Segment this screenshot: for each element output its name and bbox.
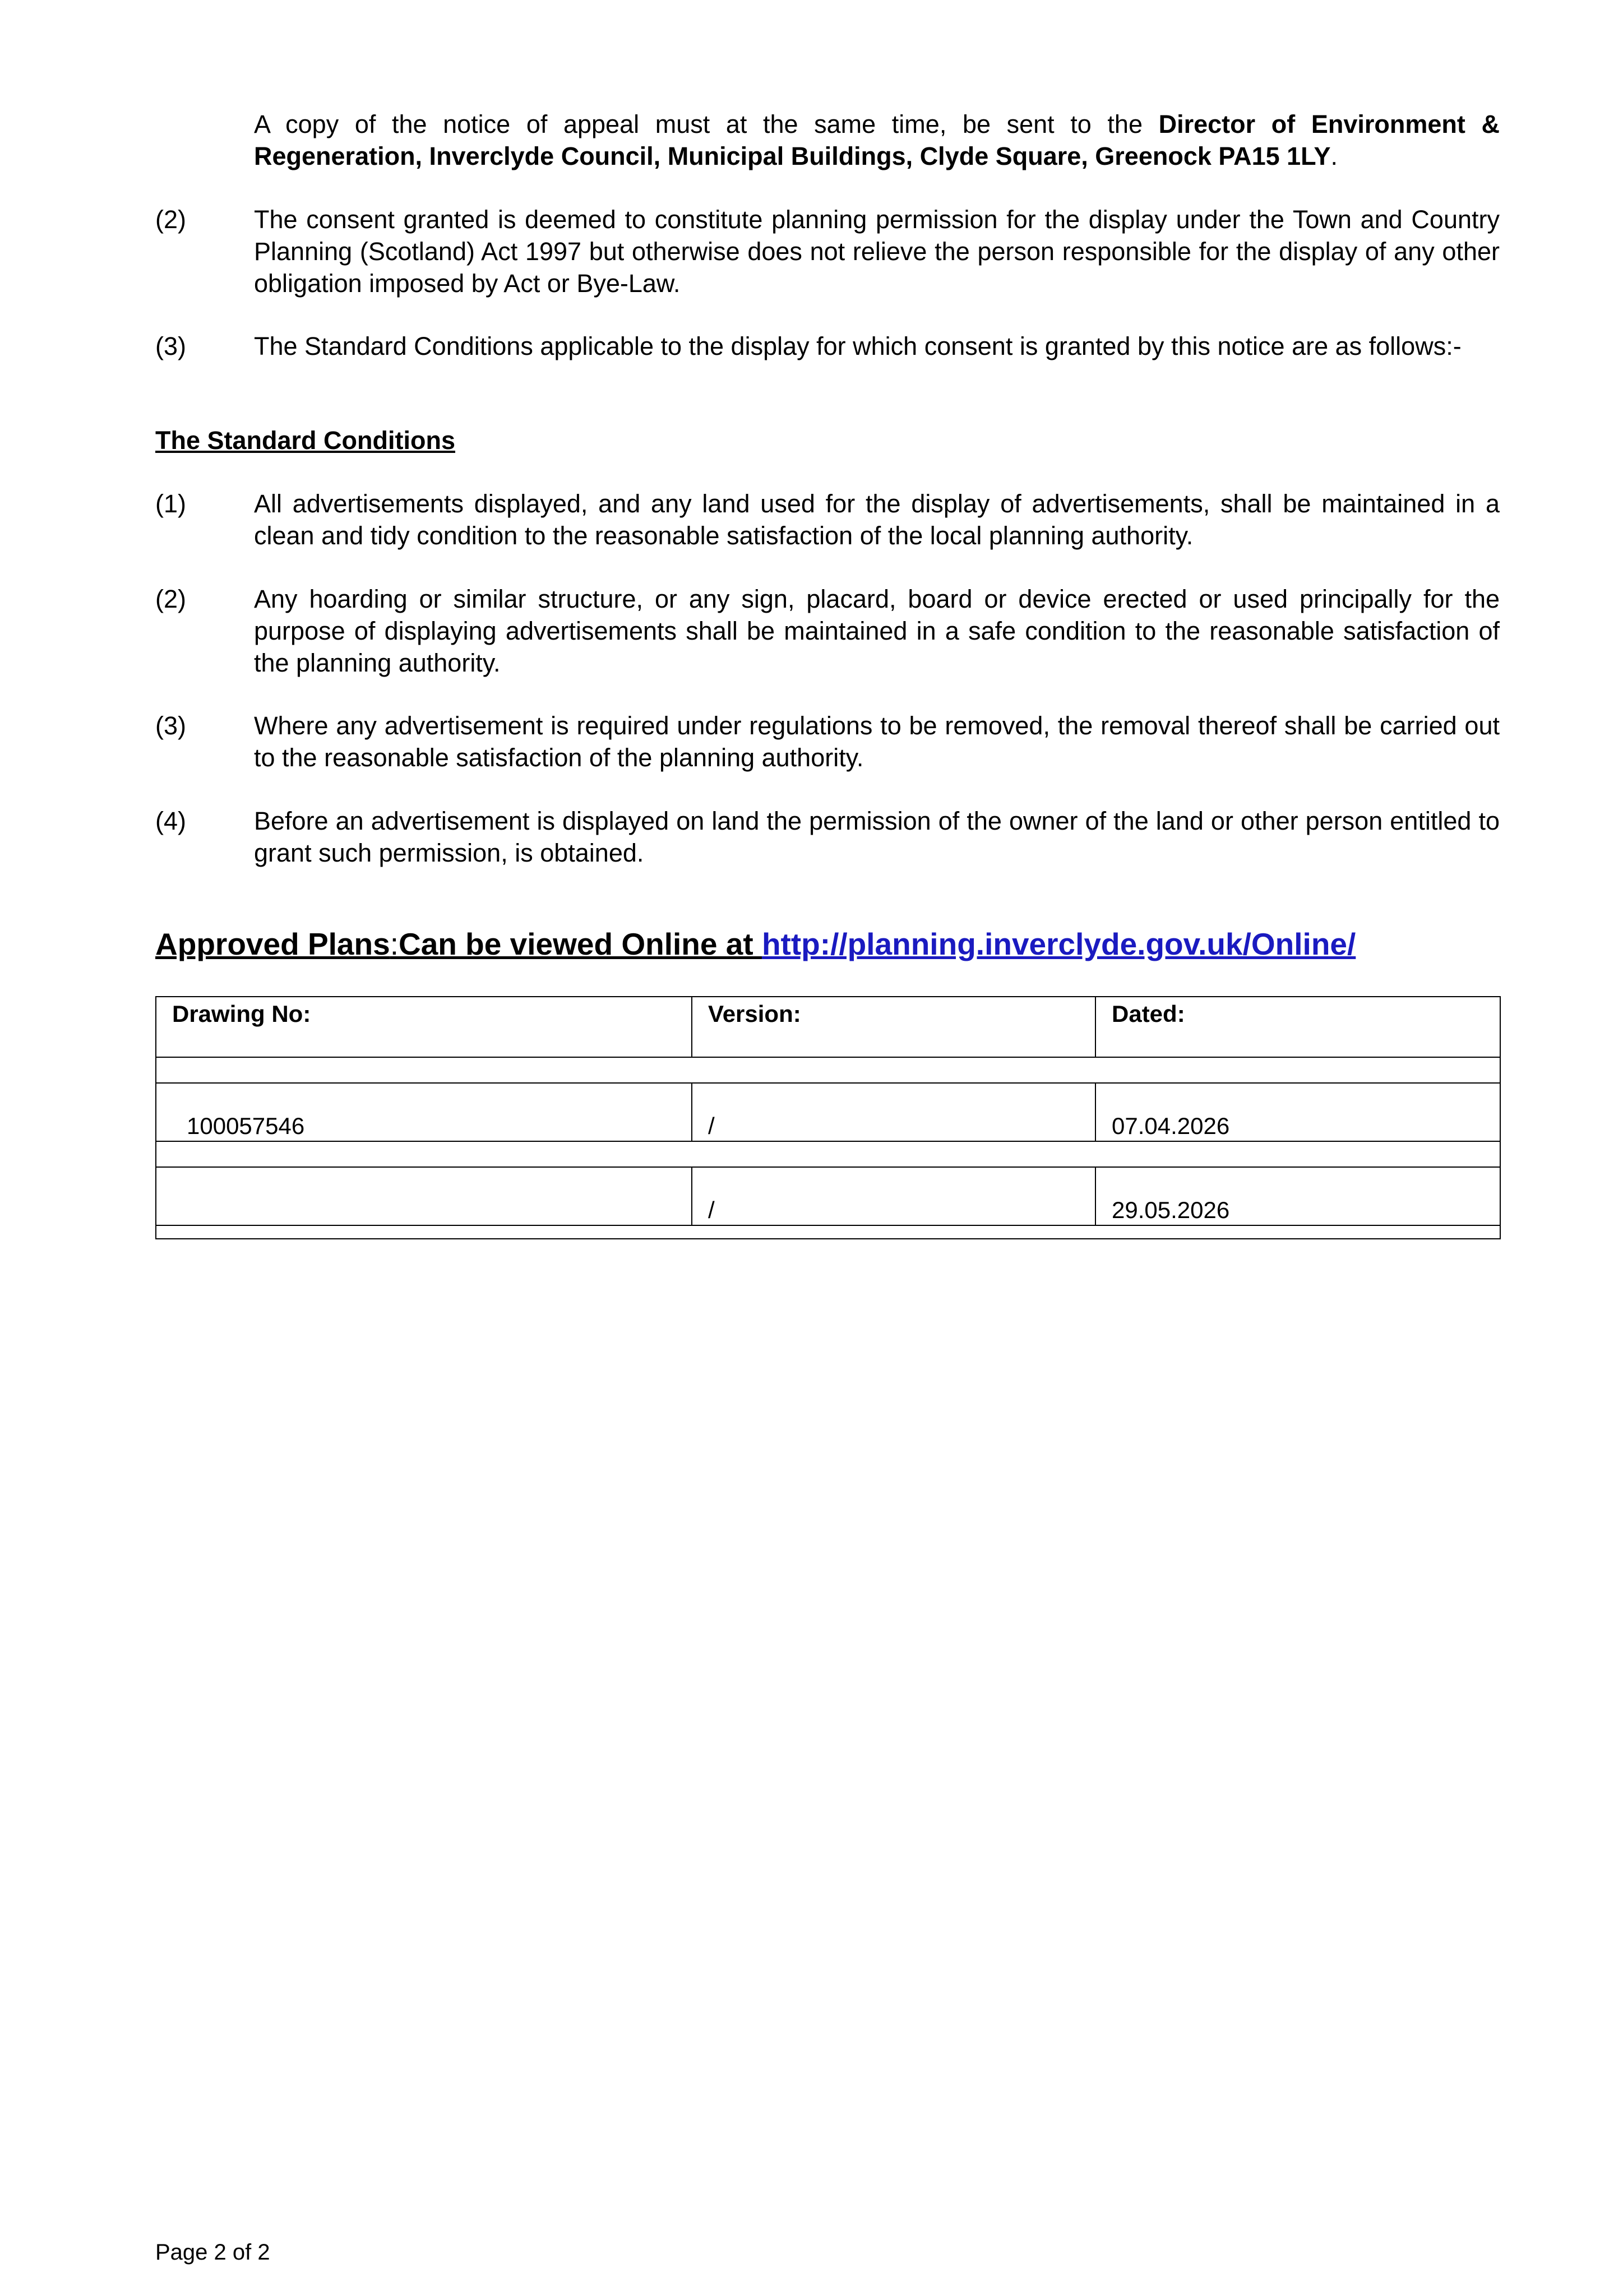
table-row <box>156 1167 1500 1225</box>
column-header-version: Version: <box>692 997 1095 1057</box>
note-2-text: The consent granted is deemed to constitute planning permission for the display under the Town and Country Planning (Scotland) Act 1997 but otherwise does not relieve the person responsible for the display of any other obligation imposed by Act or Bye-Law. <box>254 205 1500 298</box>
page-number-footer: Page 2 of 2 <box>155 2240 270 2265</box>
version-cell: / <box>692 1083 1095 1141</box>
table-spacer-cell <box>156 1141 1500 1167</box>
condition-1-text: All advertisements displayed, and any land used for the display of advertisements, shall be maintained in a clean and tidy condition to the reasonable satisfaction of the local planning authority. <box>254 489 1500 550</box>
note-3-text: The Standard Conditions applicable to the display for which consent is granted by this notice are as follows:- <box>254 332 1462 360</box>
table-header-row <box>156 997 1500 1057</box>
table-spacer-row <box>156 1141 1500 1167</box>
approved-plans-online-text: Can be viewed Online at <box>399 927 762 961</box>
condition-2-number: (2) <box>155 585 186 613</box>
table-spacer-row <box>156 1057 1500 1083</box>
appeal-notice-end: . <box>1330 142 1338 170</box>
table-spacer-row <box>156 1225 1500 1239</box>
column-header-drawing-no: Drawing No: <box>156 997 692 1057</box>
standard-conditions-heading: The Standard Conditions <box>155 426 455 455</box>
condition-4-text: Before an advertisement is displayed on land the permission of the owner of the land or other person entitled to grant such permission, is obtained. <box>254 807 1500 867</box>
dated-cell: 29.05.2026 <box>1095 1167 1500 1225</box>
planning-portal-link[interactable]: http://planning.inverclyde.gov.uk/Online/ <box>761 927 1356 961</box>
table-spacer-cell <box>156 1057 1500 1083</box>
drawing-no-cell <box>156 1167 692 1225</box>
dated-cell: 07.04.2026 <box>1095 1083 1500 1141</box>
table-row <box>156 1083 1500 1141</box>
version-cell: / <box>692 1167 1095 1225</box>
approved-plans-colon: : <box>390 927 399 961</box>
condition-2-text: Any hoarding or similar structure, or any sign, placard, board or device erected or used principally for the purpose of displaying advertisements shall be maintained in a safe condition to the reasonable satisfaction of the planning authority. <box>254 585 1500 677</box>
column-header-dated: Dated: <box>1095 997 1500 1057</box>
approved-plans-label: Approved Plans <box>155 927 390 961</box>
condition-1-number: (1) <box>155 489 186 518</box>
condition-4-number: (4) <box>155 807 186 835</box>
note-3-number: (3) <box>155 332 186 360</box>
table-spacer-cell <box>156 1225 1500 1239</box>
approved-plans-heading <box>155 925 1356 963</box>
drawing-no-cell: 100057546 <box>156 1083 692 1141</box>
approved-plans-table <box>155 996 1501 1239</box>
appeal-notice-paragraph <box>254 108 1500 172</box>
condition-3-text: Where any advertisement is required under regulations to be removed, the removal thereof shall be carried out to the reasonable satisfaction of the planning authority. <box>254 711 1500 772</box>
appeal-notice-text: A copy of the notice of appeal must at the same time, be sent to the <box>254 110 1159 138</box>
note-2-number: (2) <box>155 205 186 234</box>
condition-3-number: (3) <box>155 711 186 740</box>
director-address: Director of Environment & Regeneration, Inverclyde Council, Municipal Buildings, Clyde Square, Greenock PA15 1LY <box>254 110 1500 170</box>
